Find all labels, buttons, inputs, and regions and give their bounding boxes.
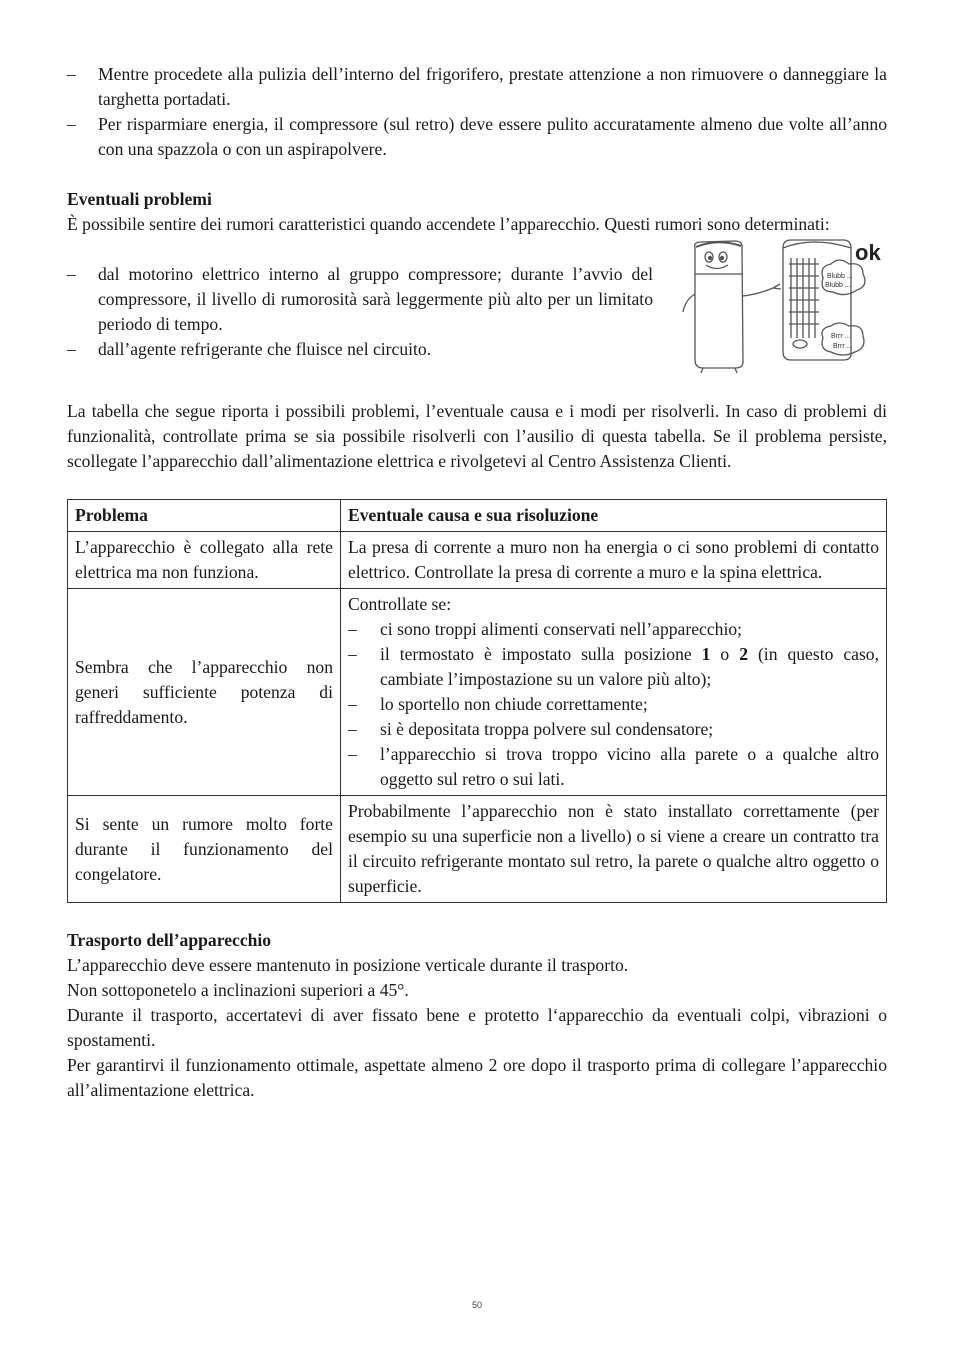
list-item: – lo sportello non chiude correttamente; [348,694,648,714]
bubble-text: Blubb ... [825,282,851,289]
problem-cell: L’apparecchio è collegato alla rete elettrica ma non funziona. [68,532,341,589]
table-header-problem: Problema [68,500,341,532]
noise-section [67,240,887,374]
section-heading-transport: Trasporto dell’apparecchio [67,930,272,950]
list-item: – l’apparecchio si trova troppo vicino alla parete o a qualche altro oggetto sul retro o sui lati. [348,744,879,789]
table-header-cause: Eventuale causa e sua risoluzione [341,500,887,532]
noise-causes-list [67,262,653,362]
list-item: – Per risparmiare energia, il compressore (sul retro) deve essere pulito accuratamente almeno due volte all’anno con una spazzola o con un aspirapolvere. [67,114,887,159]
list-item: – dall’agente refrigerante che fluisce nel circuito. [67,339,432,359]
cause-checklist [348,617,879,792]
list-item: – il termostato è impostato sulla posizione 1 o 2 (in questo caso, cambiate l’impostazione su un valore più alto); [348,644,880,689]
table-header-row [68,500,887,532]
fridge-noise-illustration [673,234,885,374]
page-number: 50 [471,1300,482,1310]
transport-line: Durante il trasporto, accertatevi di aver fissato bene e protetto l‘apparecchio da eventuali colpi, vibrazioni o spostamenti. [67,1005,887,1050]
bubble-text: Brrr ... [831,333,851,340]
list-item: – dal motorino elettrico interno al gruppo compressore; durante l’avvio del compressore, il livello di rumorosità sarà leggermente più alto per un limitato periodo di tempo. [67,264,653,334]
problem-cell: Si sente un rumore molto forte durante il funzionamento del congelatore. [68,796,341,903]
transport-line: Per garantirvi il funzionamento ottimale, aspettate almeno 2 ore dopo il trasporto prima di collegare l’apparecchio all’alimentazione elettrica. [67,1055,887,1100]
cause-cell: Controllate se: – ci sono troppi alimenti conservati nell’apparecchio; – il termostato è impostato sulla posizione 1 o 2 (in questo caso, cambiate l’impostazione su un valore più alto); – lo sportello non chiude correttamente; – si è depositata troppa polvere sul condensatore; – l’apparecchio si trova troppo vicino alla parete o a qualche altro oggetto sul retro o sui lati. [341,589,887,796]
bubble-text: Brrr ... [833,343,853,350]
transport-line: L’apparecchio deve essere mantenuto in posizione verticale durante il trasporto. [67,955,629,975]
list-item: – ci sono troppi alimenti conservati nell’apparecchio; [348,619,743,639]
table-row [68,796,887,903]
transport-line: Non sottoponetelo a inclinazioni superiori a 45°. [67,980,409,1000]
cause-cell: La presa di corrente a muro non ha energia o ci sono problemi di contatto elettrico. Controllate la presa di corrente a muro e la spina elettrica. [341,532,887,589]
list-item: – si è depositata troppa polvere sul condensatore; [348,719,714,739]
document-page [67,62,887,1103]
problems-intro: È possibile sentire dei rumori caratteristici quando accendete l’apparecchio. Questi rumori sono determinati: [67,214,830,234]
bubble-text: Blubb ... [827,273,853,280]
list-item: – Mentre procedete alla pulizia dell’interno del frigorifero, prestate attenzione a non rimuovere o danneggiare la targhetta portadati. [67,64,887,109]
cause-cell: Probabilmente l’apparecchio non è stato installato correttamente (per esempio su una superficie non a livello) o si viene a creare un contratto tra il circuito refrigerante montato sul retro, la parete o qualche altro oggetto o superficie. [341,796,887,903]
table-intro: La tabella che segue riporta i possibili problemi, l’eventuale causa e i modi per risolverli. In caso di problemi di funzionalità, controllate prima se sia possibile risolverli con l’ausilio di questa tabella. Se il problema persiste, scollegate l’apparecchio dall’alimentazione elettrica e rivolgetevi al Centro Assistenza Clienti. [67,401,887,471]
ok-label: ok [855,240,881,265]
table-row [68,532,887,589]
troubleshooting-table [67,499,887,903]
intro-bullet-list [67,62,887,162]
table-row [68,589,887,796]
problem-cell: Sembra che l’apparecchio non generi sufficiente potenza di raffreddamento. [68,589,341,796]
section-heading-problems: Eventuali problemi [67,189,212,209]
